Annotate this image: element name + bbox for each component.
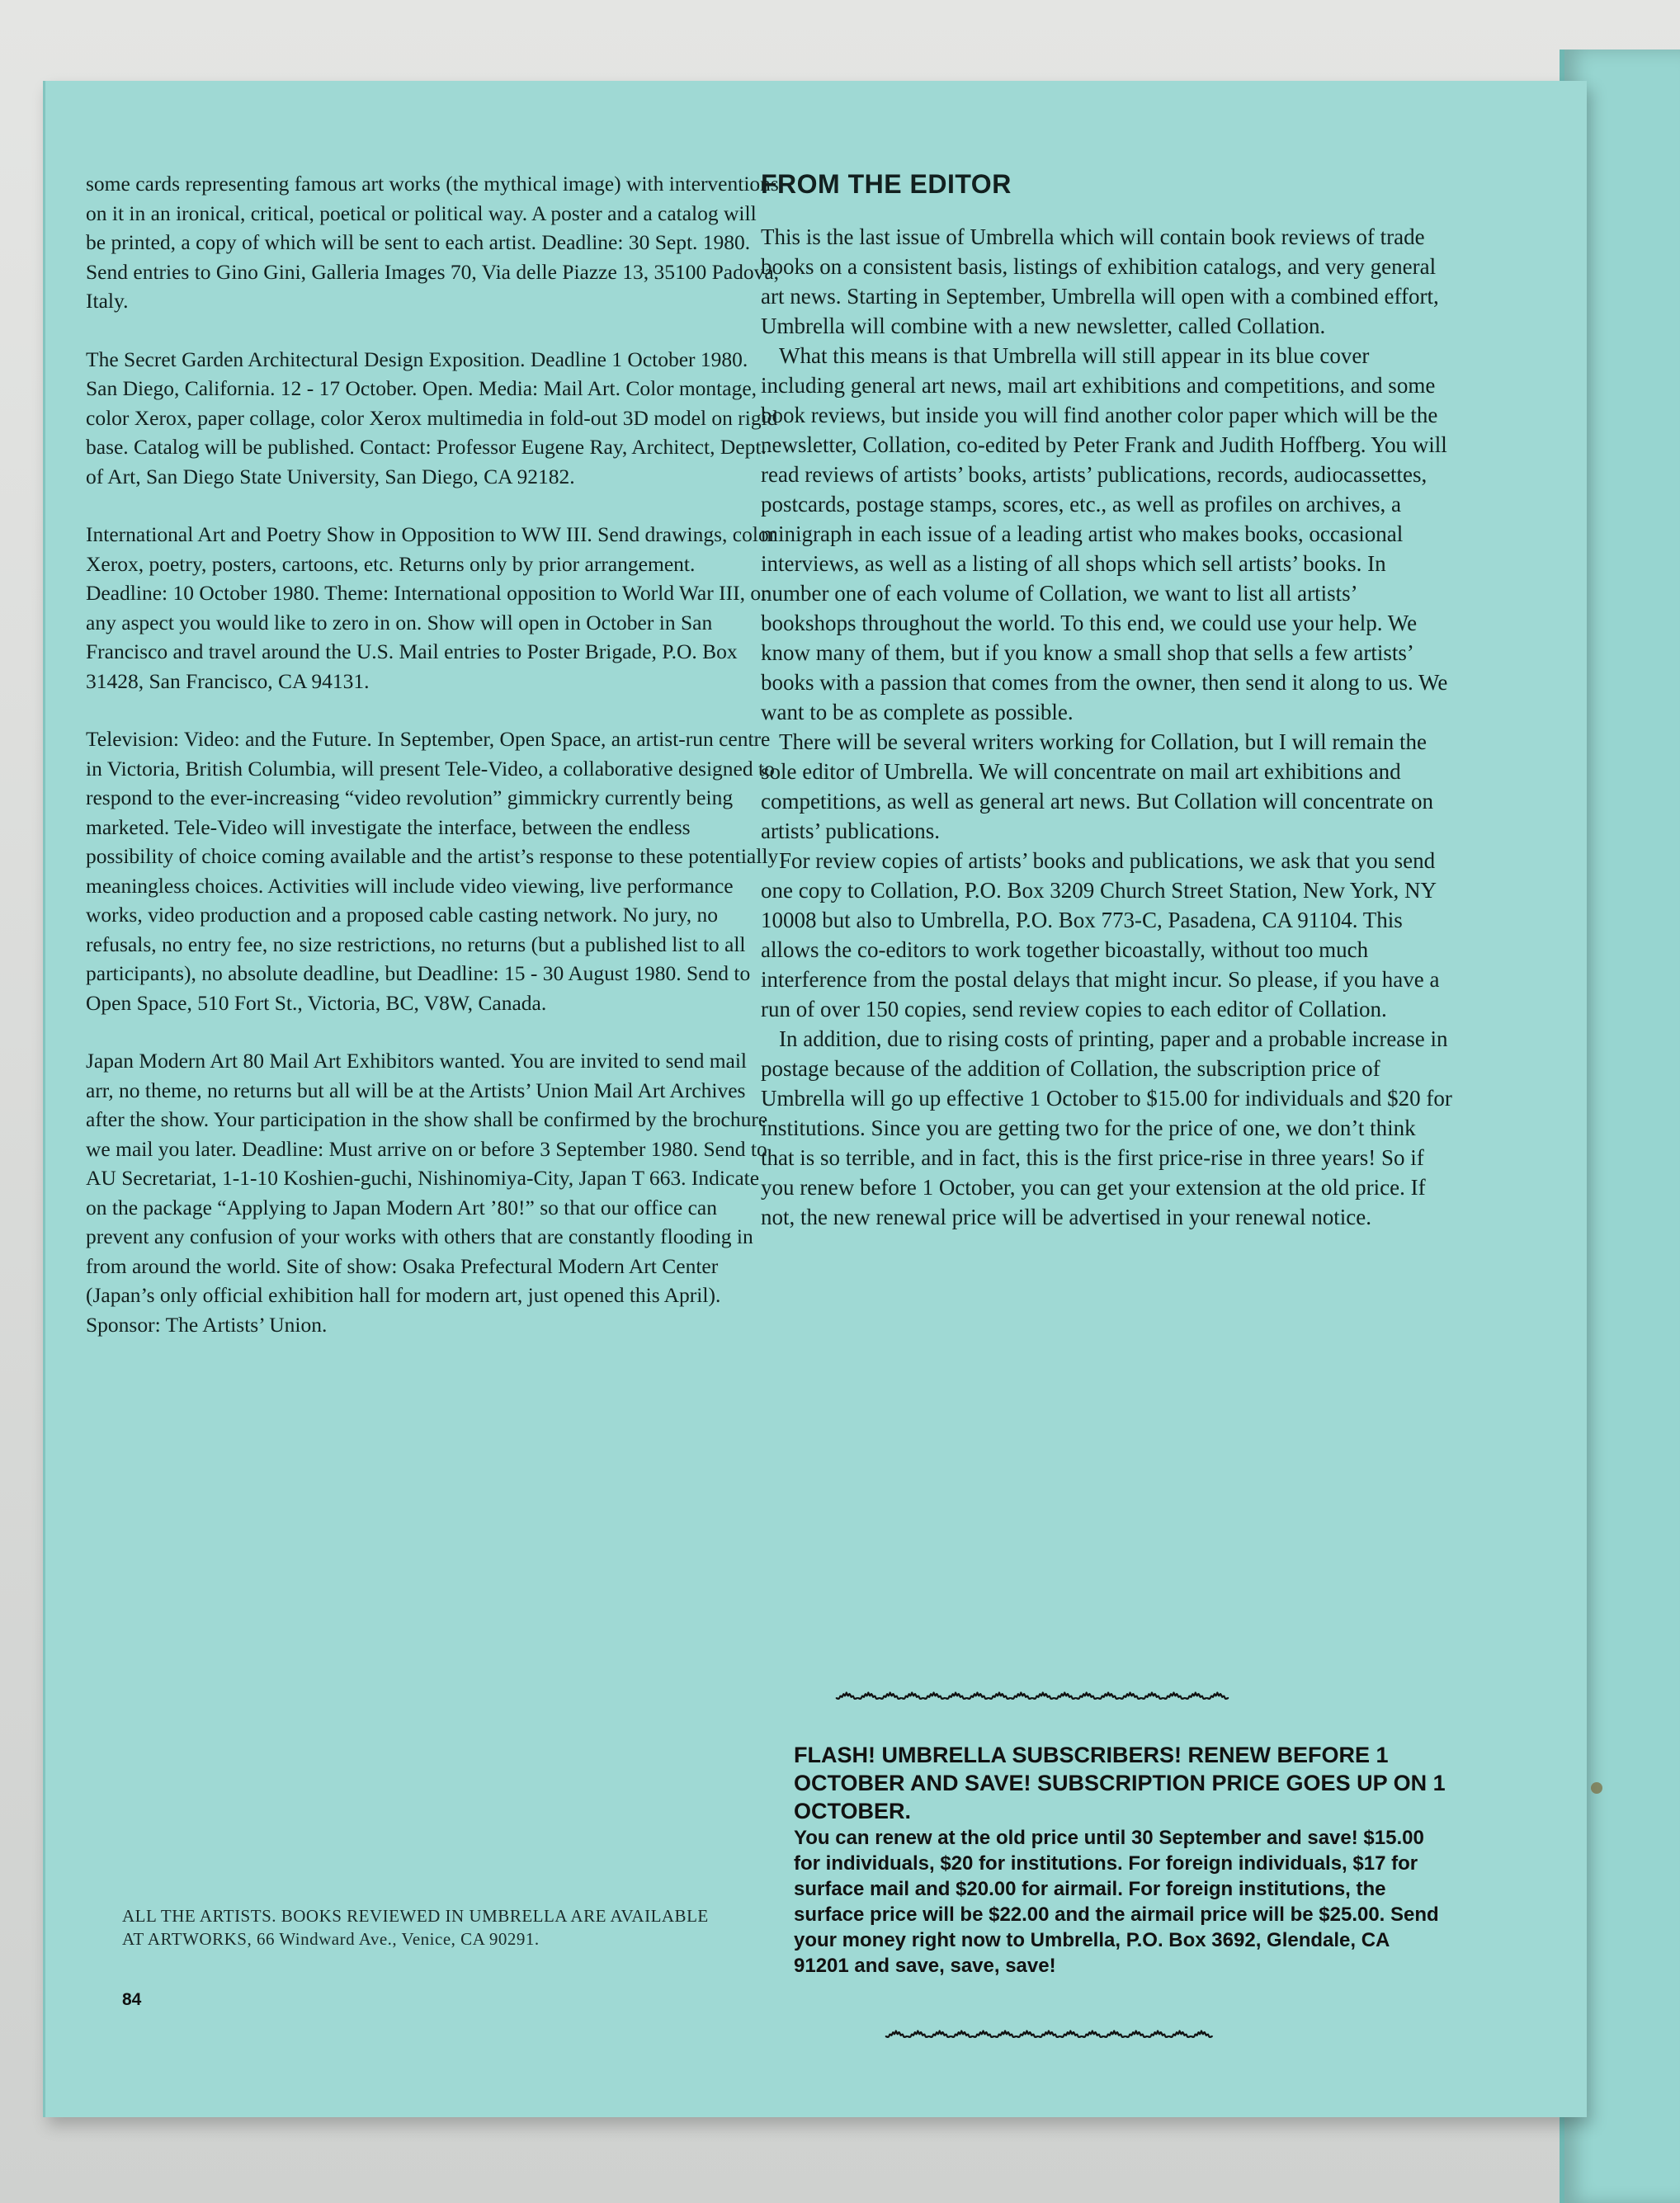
editor-paragraph: There will be several writers working for Collation, but I will remain the sole editor of Umbrella. We will concentrate on mail art exhibitions and competitions, as well as general art news. But Collation will concentrate on artists’ publications. xyxy=(761,729,1434,843)
editor-column xyxy=(761,169,1454,1232)
artworks-note: ALL THE ARTISTS. BOOKS REVIEWED IN UMBRELLA ARE AVAILABLE AT ARTWORKS, 66 Windward Ave., Venice, CA 90291. xyxy=(122,1906,709,1949)
editor-paragraph: For review copies of artists’ books and publications, we ask that you send one copy to Collation, P.O. Box 3209 Church Street Station, New York, NY 10008 but also to Umbrella, P.O. Box 773-C, Pasadena, CA 91104. This allows the co-editors to work together bicoastally, without too much interference from the postal delays that might incur. So please, if you have a run of over 150 copies, send review copies to each editor of Collation. xyxy=(761,848,1440,1021)
listing-secret-garden: The Secret Garden Architectural Design Exposition. Deadline 1 October 1980. San Diego, California. 12 - 17 October. Open. Media: Mail Art. Color montage, color Xerox, paper collage, color Xerox multimedia in fold-out 3D model on rigid base. Catalog will be published. Contact: Professor Eugene Ray, Architect, Dept. of Art, San Diego State University, San Diego, CA 92182. xyxy=(86,347,778,488)
listing-ww3-show: International Art and Poetry Show in Opposition to WW III. Send drawings, color Xerox, poetry, posters, cartoons, etc. Returns only by prior arrangement. Deadline: 10 October 1980. Theme: International opposition to World War III, or any aspect you would like to zero in on. Show will open in October in San Francisco and travel around the U.S. Mail entries to Poster Brigade, P.O. Box 31428, San Francisco, CA 94131. xyxy=(86,522,776,693)
flash-announcement xyxy=(794,1741,1446,1979)
listing-tele-video: Television: Video: and the Future. In September, Open Space, an artist-run centre in Victoria, British Columbia, will present Tele-Video, a collaborative designed to respond to the ever-increasing “video revolution” gimmickry currently being marketed. Tele-Video will investigate the interface, between the endless possibility of choice coming available and the artist’s response to these potentially meaningless choices. Activities will include video viewing, live performance works, video production and a proposed cable casting network. No jury, no refusals, no entry fee, no size restrictions, no returns (but a published list to all participants), no absolute deadline, but Deadline: 15 - 30 August 1980. Send to Open Space, 510 Fort St., Victoria, BC, V8W, Canada. xyxy=(86,727,779,1015)
left-column xyxy=(86,169,779,1368)
flash-body: You can renew at the old price until 30 September and save! $15.00 for individuals, $20 for institutions. For foreign individuals, $17 for surface mail and $20.00 for airmail. For foreign institutions, the surface price will be $22.00 and the airmail price will be $25.00. Send your money right now to Umbrella, P.O. Box 3692, Glendale, CA 91201 and save, save, save! xyxy=(794,1827,1439,1977)
editor-paragraph: What this means is that Umbrella will still appear in its blue cover including general art news, mail art exhibitions and competitions, and some book reviews, but inside you will find another color paper which will be the newsletter, Collation, co-edited by Peter Frank and Judith Hoffberg. You will read reviews of artists’ books, artists’ publications, records, audiocassettes, postcards, postage stamps, scores, etc., as well as profiles on archives, a minigraph in each issue of a leading artist who makes books, occasional interviews, as well as a listing of all shops which sell artists’ books. In number one of each volume of Collation, we want to list all artists’ bookshops throughout the world. To this end, we could use your help. We know many of them, but if you know a small shop that sells a few artists’ books with a passion that comes from the owner, then send it along to us. We want to be as complete as possible. xyxy=(761,343,1448,724)
editor-paragraph: This is the last issue of Umbrella which will contain book reviews of trade books on a consistent basis, listings of exhibition catalogs, and very general art news. Starting in September, Umbrella will open with a combined effort, Umbrella will combine with a new newsletter, called Collation. xyxy=(761,224,1439,338)
editor-heading: FROM THE EDITOR xyxy=(761,169,1012,199)
ornament-divider-top: ෴෴෴෴෴෴෴෴෴෴෴෴෴෴෴෴෴෴ xyxy=(835,1679,1228,1708)
page-number: 84 xyxy=(122,1990,142,2009)
listing-gino-gini: some cards representing famous art works (the mythical image) with interventions on it in an ironical, critical, poetical or political way. A poster and a catalog will be printed, a copy of which will be sent to each artist. Deadline: 30 Sept. 1980. Send entries to Gino Gini, Galleria Images 70, Via delle Piazze 13, 35100 Padova, Italy. xyxy=(86,172,780,313)
paper-stain xyxy=(1591,1782,1602,1794)
ornament-divider-bottom: ෴෴෴෴෴෴෴෴෴෴෴෴෴෴෴ xyxy=(885,2017,1212,2046)
editor-paragraph: In addition, due to rising costs of printing, paper and a probable increase in postage because of the addition of Collation, the subscription price of Umbrella will go up effective 1 October to $15.00 for individuals and $20 for institutions. Since you are getting two for the price of one, we don’t think that is so terrible, and in fact, this is the first price-rise in three years! So if you renew before 1 October, you can get your extension at the old price. If not, the new renewal price will be advertised in your renewal notice. xyxy=(761,1026,1452,1229)
flash-headline: FLASH! UMBRELLA SUBSCRIBERS! RENEW BEFORE 1 OCTOBER AND SAVE! SUBSCRIPTION PRICE GOES UP ON 1 OCTOBER. xyxy=(794,1743,1446,1823)
listing-japan-modern-art: Japan Modern Art 80 Mail Art Exhibitors wanted. You are invited to send mail arr, no theme, no returns but all will be at the Artists’ Union Mail Art Archives after the show. Your participation in the show shall be confirmed by the brochure we mail you later. Deadline: Must arrive on or before 3 September 1980. Send to AU Secretariat, 1-1-10 Koshien-guchi, Nishinomiya-City, Japan T 663. Indicate on the package “Applying to Japan Modern Art ’80!” so that our office can prevent any confusion of your works with others that are constantly flooding in from around the world. Site of show: Osaka Prefectural Modern Art Center (Japan’s only official exhibition hall for modern art, just opened this April). Sponsor: The Artists’ Union. xyxy=(86,1049,768,1337)
